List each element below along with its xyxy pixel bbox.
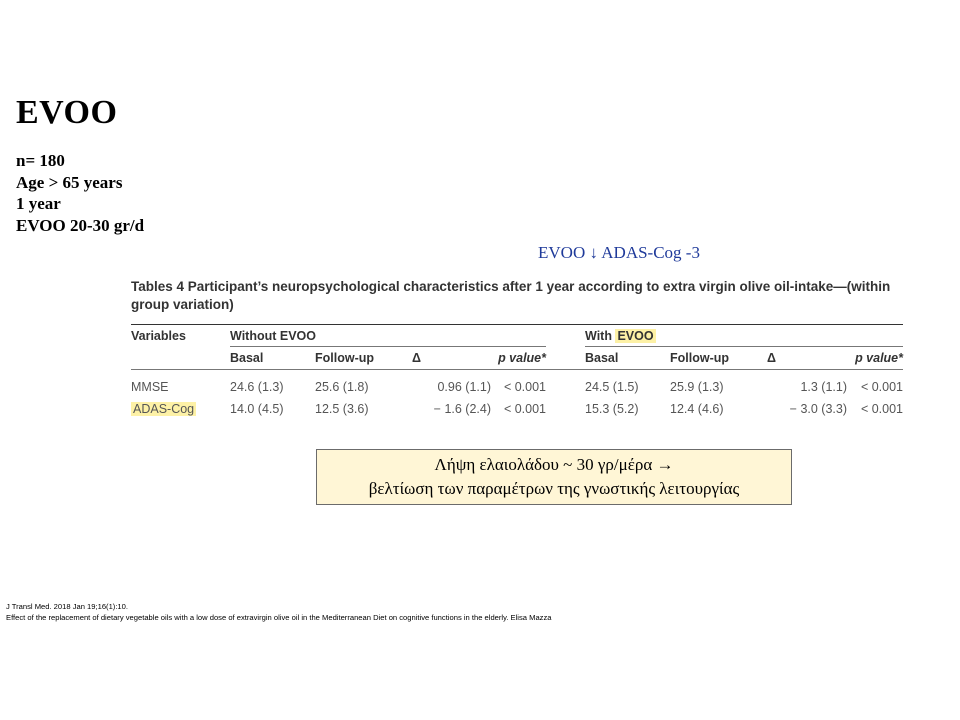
col-basal-2: Basal — [585, 351, 619, 365]
table-cell: 15.3 (5.2) — [585, 402, 639, 416]
table-cell: < 0.001 — [860, 402, 903, 416]
fact-sample-size: n= 180 — [16, 151, 65, 170]
table-cell: < 0.001 — [503, 402, 546, 416]
table-cell: < 0.001 — [860, 380, 903, 394]
col-delta-2: Δ — [767, 351, 776, 365]
table-cell: − 3.0 (3.3) — [789, 402, 847, 416]
table-row — [131, 398, 903, 420]
table-cell: 14.0 (4.5) — [230, 402, 284, 416]
fact-dose: EVOO 20-30 gr/d — [16, 215, 145, 235]
row-label-mmse: MMSE — [131, 380, 169, 394]
results-table — [131, 278, 903, 420]
col-delta-1: Δ — [412, 351, 421, 365]
slide-title: EVOO — [16, 94, 118, 131]
table-cell: 25.6 (1.8) — [315, 380, 369, 394]
study-facts — [16, 150, 144, 236]
table-cell: 24.6 (1.3) — [230, 380, 284, 394]
table-cell: 12.5 (3.6) — [315, 402, 369, 416]
conclusion-box — [316, 449, 792, 505]
table-caption: Tables 4 Participant’s neuropsychological characteristics after 1 year according to extra virgin olive oil-intake—(within group variation) — [131, 279, 891, 312]
row-label-adas-cog: ADAS-Cog — [133, 402, 195, 416]
fact-age: Age > 65 years — [16, 172, 123, 192]
conclusion-line-1: Λήψη ελαιολάδου ~ 30 γρ/μέρα → — [434, 455, 674, 474]
citation-journal: J Transl Med. 2018 Jan 19;16(1):10. — [6, 602, 128, 611]
group-with-evoo-header: With EVOO — [585, 329, 654, 343]
table-cell: − 1.6 (2.4) — [433, 402, 491, 416]
group-without-evoo-header: Without EVOO — [230, 329, 316, 343]
table-cell: 25.9 (1.3) — [670, 380, 724, 394]
fact-duration: 1 year — [16, 194, 61, 213]
col-pvalue-1: p value* — [498, 351, 546, 365]
result-summary: EVOO ↓ ADAS-Cog -3 — [538, 243, 700, 262]
col-pvalue-2: p value* — [855, 351, 903, 365]
col-basal-1: Basal — [230, 351, 264, 365]
table-row — [131, 376, 903, 398]
citation-title: Effect of the replacement of dietary vegetable oils with a low dose of extravirgin olive oil in the Mediterranean Diet on cognitive functions in the elderly. Elisa Mazza — [6, 613, 552, 622]
table-cell: 12.4 (4.6) — [670, 402, 724, 416]
table-cell: < 0.001 — [503, 380, 546, 394]
citation — [6, 601, 552, 623]
evoo-highlight: EVOO — [617, 329, 654, 343]
table-column-header — [131, 347, 903, 370]
table-group-header — [131, 325, 903, 347]
table-cell: 0.96 (1.1) — [437, 380, 491, 394]
variables-header: Variables — [131, 329, 186, 343]
col-followup-1: Follow-up — [315, 351, 375, 365]
conclusion-line-2: βελτίωση των παραμέτρων της γνωστικής λειτουργίας — [368, 479, 740, 498]
table-cell: 1.3 (1.1) — [800, 380, 847, 394]
table-cell: 24.5 (1.5) — [585, 380, 639, 394]
col-followup-2: Follow-up — [670, 351, 730, 365]
